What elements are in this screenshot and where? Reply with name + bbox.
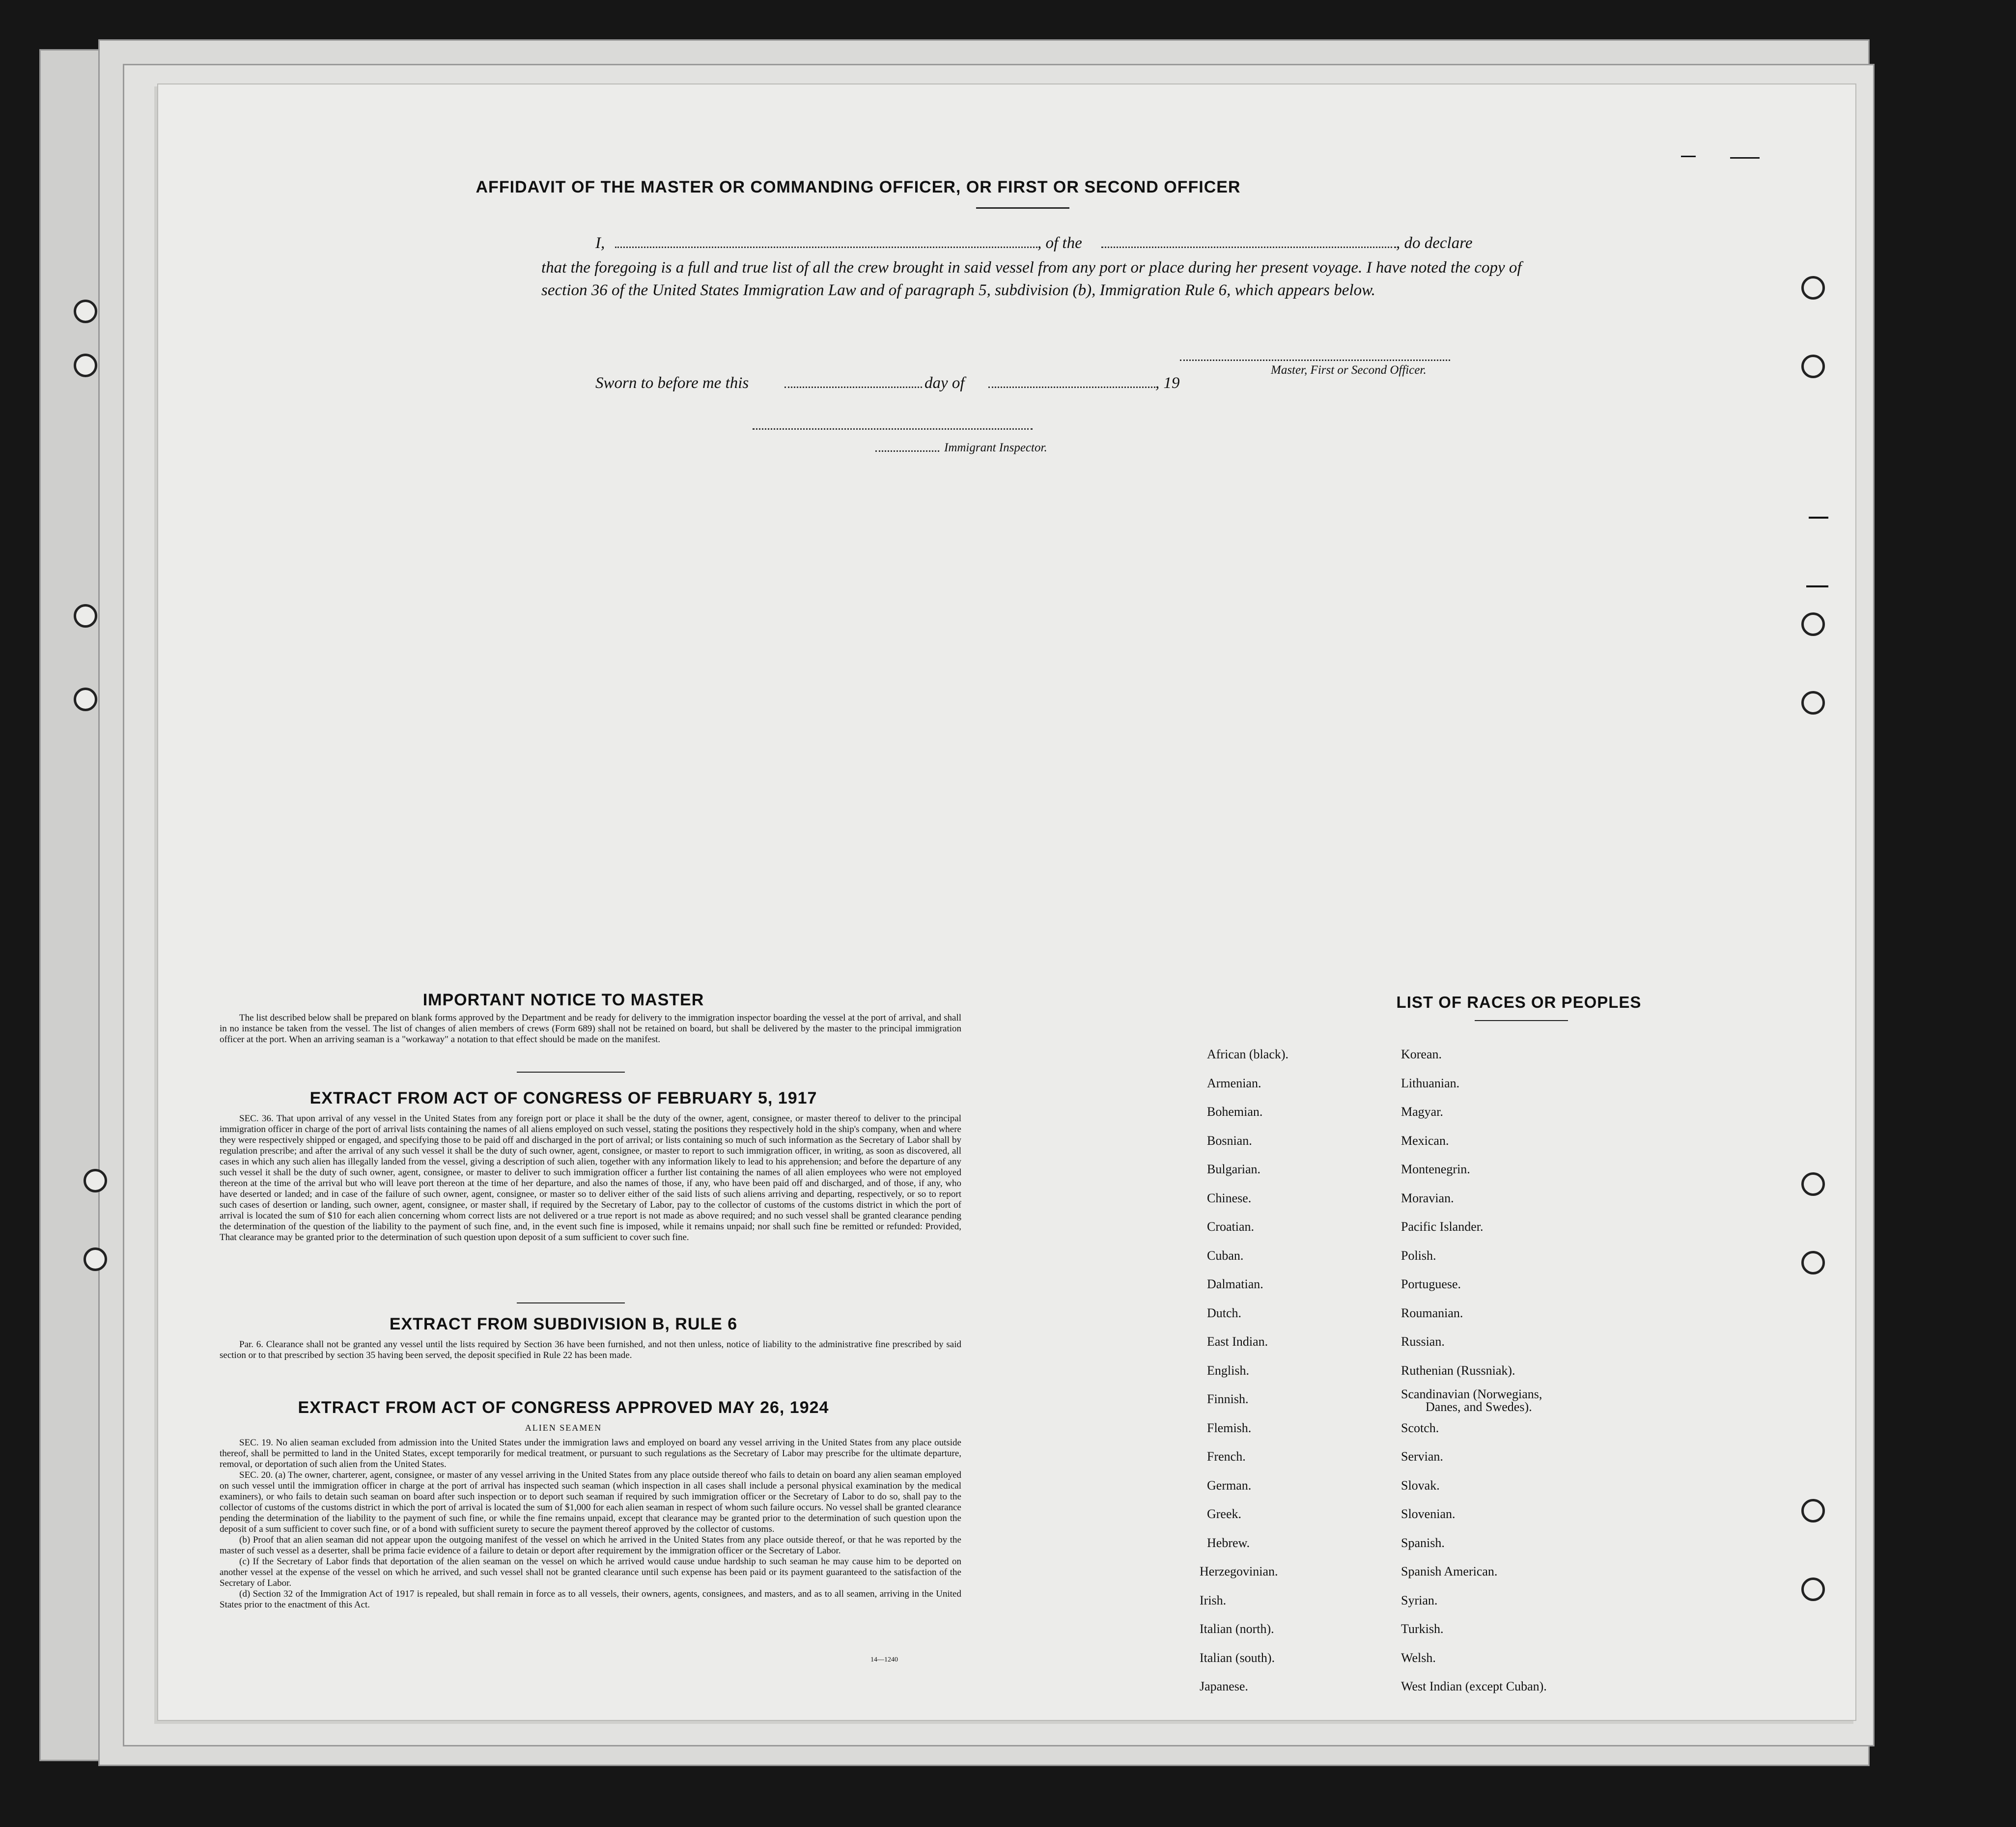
form-page	[157, 83, 1856, 1721]
race-item: Greek.	[1207, 1507, 1242, 1521]
race-item: Ruthenian (Russniak).	[1401, 1363, 1515, 1378]
punch-hole	[74, 688, 97, 711]
inspector-label: Immigrant Inspector.	[944, 441, 1047, 454]
extract-1917-text	[220, 1113, 961, 1243]
race-item: African (black).	[1207, 1047, 1289, 1061]
extract-1917-title: EXTRACT FROM ACT OF CONGRESS OF FEBRUARY 5, 1917	[309, 1089, 817, 1107]
race-item: Mexican.	[1401, 1133, 1449, 1148]
race-item: Hebrew.	[1207, 1535, 1250, 1550]
race-item: West Indian (except Cuban).	[1401, 1679, 1547, 1693]
race-item: Herzegovinian.	[1200, 1564, 1278, 1578]
race-item: Slovenian.	[1401, 1507, 1456, 1521]
name-field[interactable]	[615, 247, 1037, 248]
punch-hole	[84, 1247, 107, 1271]
race-item: Slovak.	[1401, 1478, 1440, 1493]
race-item: Finnish.	[1207, 1392, 1249, 1406]
punch-hole	[1801, 691, 1825, 715]
race-item: Pacific Islander.	[1401, 1219, 1484, 1234]
races-divider	[1475, 1020, 1568, 1021]
sec-20c-paragraph: (c) If the Secretary of Labor finds that deportation of the alien seaman on the vessel on which he arrived would cause undue hardship to such seaman he may cause him to be deported on another vessel at the expense of the vessel on which he arrived, and such vessel shall not be granted clearance until such expense has been paid or its payment guaranteed to the satisfaction of the Secretary of Labor.	[220, 1556, 961, 1588]
punch-hole	[1801, 1578, 1825, 1601]
section-divider	[517, 1072, 625, 1073]
race-item: Roumanian.	[1401, 1305, 1463, 1320]
punch-hole	[1801, 276, 1825, 300]
race-item: Scotch.	[1401, 1420, 1439, 1435]
sec-20d-paragraph: (d) Section 32 of the Immigration Act of 1917 is repealed, but shall remain in force as to all vessels, their owners, agents, consignees, and masters, and as to all seamen, arriving in the United States prior to the enactment of this Act.	[220, 1589, 961, 1610]
day-of-label: day of	[924, 374, 965, 392]
notice-title: IMPORTANT NOTICE TO MASTER	[422, 991, 704, 1009]
affidavit-do-declare-label: , do declare	[1396, 234, 1473, 252]
punch-hole	[1801, 1251, 1825, 1274]
race-item: Bosnian.	[1207, 1133, 1252, 1148]
extract-1917-paragraph: SEC. 36. That upon arrival of any vessel in the United States from any foreign port or place it shall be the duty of the owner, agent, consignee, or master thereof to deliver to the principal immigration officer in charge of the port of arrival lists containing the names of all aliens employed on such vessel, stating the positions they respectively hold in the ship's company, when and where they were respectively shipped or engaged, and specifying those to be paid off and discharged in the port of arrival; or lists containing so much of such information as the Secretary of Labor shall by regulation prescribe; and after the arrival of any such vessel it shall be the duty of such owner, agent, consignee, or master to report to such immigration officer, in writing, as soon as discovered, all cases in which any such alien has illegally landed from the vessel, giving a description of such alien, together with any information likely to lead to his apprehension; and before the departure of any such vessel it shall be the duty of such owner, agent, consignee, or master to deliver to such immigration officer a further list containing the names of all alien employees who were not employed thereon at the time of the arrival but who will leave port thereon at the time of her departure, and also the names of those, if any, who have been paid off and discharged, and of those, if any, who have deserted or landed; and in case of the failure of such owner, agent, consignee, or master so to deliver either of the said lists of such aliens arriving and departing, respectively, or so to report such cases of desertion or landing, such owner, agent, consignee, or master shall, if required by the Secretary of Labor, pay to the collector of customs of the customs district in which the port of arrival is located the sum of $10 for each alien concerning whom correct lists are not delivered or a true report is not made as above required; and no such vessel shall be granted clearance pending the determination of the question of the liability to the payment of such fine, and, in the event such fine is imposed, while it remains unpaid; nor shall such fine be remitted or refunded: Provided, That clearance may be granted prior to the determination of such question upon deposit of a sum sufficient to cover such fine.	[220, 1113, 961, 1243]
year-label: , 19	[1155, 374, 1180, 392]
race-item: Scandinavian (Norwegians,	[1401, 1387, 1542, 1401]
race-item: Flemish.	[1207, 1420, 1252, 1435]
race-item: Bohemian.	[1207, 1105, 1263, 1119]
race-item-continuation: Danes, and Swedes).	[1426, 1400, 1532, 1414]
title-divider	[976, 207, 1069, 209]
race-item: Montenegrin.	[1401, 1162, 1470, 1176]
race-item: East Indian.	[1207, 1334, 1268, 1349]
race-item: Russian.	[1401, 1334, 1445, 1349]
alien-seamen-subtitle: ALIEN SEAMEN	[525, 1423, 602, 1433]
pencil-mark	[1681, 156, 1696, 157]
race-item: Irish.	[1200, 1593, 1227, 1607]
punch-hole	[1801, 1172, 1825, 1196]
punch-hole	[74, 300, 97, 323]
race-item: Chinese.	[1207, 1190, 1252, 1205]
section-divider	[517, 1302, 625, 1303]
race-item: Armenian.	[1207, 1076, 1261, 1090]
pencil-mark	[1730, 157, 1760, 159]
inspector-signature-field[interactable]	[753, 428, 1033, 430]
race-item: Korean.	[1401, 1047, 1442, 1061]
affidavit-of-the-label: , of the	[1037, 234, 1082, 252]
vessel-field[interactable]	[1101, 247, 1396, 248]
master-signature-label: Master, First or Second Officer.	[1271, 363, 1427, 377]
race-item: Servian.	[1401, 1449, 1443, 1464]
master-signature-field[interactable]	[1180, 360, 1450, 361]
affidavit-body: that the foregoing is a full and true list of all the crew brought in said vessel from any port or place during her present voyage. I have noted the copy of section 36 of the United States Immigration Law and of paragraph 5, subdivision (b), Immigration Rule 6, which appears below.	[541, 259, 1522, 299]
race-item: Portuguese.	[1401, 1277, 1461, 1291]
race-item: Turkish.	[1401, 1622, 1444, 1636]
race-item: English.	[1207, 1363, 1249, 1378]
race-item: Dalmatian.	[1207, 1277, 1263, 1291]
race-item: Italian (south).	[1200, 1650, 1275, 1665]
punch-hole	[84, 1169, 107, 1192]
race-item: Cuban.	[1207, 1248, 1244, 1263]
punch-hole	[1801, 612, 1825, 636]
extract-rule6-title: EXTRACT FROM SUBDIVISION B, RULE 6	[389, 1315, 738, 1333]
extract-rule6-text	[220, 1339, 961, 1361]
affidavit-title: AFFIDAVIT OF THE MASTER OR COMMANDING OFFICER, OR FIRST OR SECOND OFFICER	[476, 178, 1241, 196]
punch-hole	[74, 354, 97, 377]
race-item: Magyar.	[1401, 1105, 1443, 1119]
sec-20a-paragraph: SEC. 20. (a) The owner, charterer, agent, consignee, or master of any vessel arriving in the United States from any place outside thereof who fails to detain on board any alien seaman employed on such vessel until the immigration officer in charge at the port of arrival has inspected such seaman (which inspection in all cases shall include a personal physical examination by the medical examiners), or who fails to detain such seaman on board after such inspection or to deport such seaman if required by such immigration officer or the Secretary of Labor to do so, shall pay to the collector of customs of the customs district in which the port of arrival is located the sum of $1,000 for each alien seaman in respect of whom such failure occurs. No vessel shall be granted clearance pending the determination of the liability to the payment of such fine, or while the fine remains unpaid, except that clearance may be granted prior to the determination of such question upon the deposit of a sum sufficient to cover such fine, or of a bond with sufficient surety to secure the payment thereof approved by the collector of customs.	[220, 1470, 961, 1534]
sec-19-paragraph: SEC. 19. No alien seaman excluded from admission into the United States under the immigration laws and employed on board any vessel arriving in the United States from any place outside thereof, shall be permitted to land in the United States, except temporarily for medical treatment, or pursuant to such regulations as the Secretary of Labor may prescribe for the ultimate departure, removal, or deportation of such alien from the United States.	[220, 1438, 961, 1469]
pencil-mark	[1806, 585, 1828, 587]
extract-1924-text	[220, 1438, 961, 1610]
inspector-dots	[875, 450, 939, 452]
pencil-mark	[1809, 517, 1828, 519]
race-item: Dutch.	[1207, 1305, 1242, 1320]
race-item: French.	[1207, 1449, 1246, 1464]
notice-paragraph: The list described below shall be prepared on blank forms approved by the Department and be ready for delivery to the immigration inspector boarding the vessel at the port of arrival, and shall in no instance be taken from the vessel. The list of changes of alien members of crews (Form 689) shall not be retained on board, but shall be delivered by the master to the principal immigration officer at the port. When an arriving seaman is a "workaway" a notation to that effect should be made on the manifest.	[220, 1013, 961, 1045]
race-item: Polish.	[1401, 1248, 1436, 1263]
notice-text	[220, 1013, 961, 1045]
races-title: LIST OF RACES OR PEOPLES	[1396, 993, 1642, 1011]
affidavit-i-label: I,	[595, 234, 605, 252]
punch-hole	[74, 604, 97, 628]
sec-20b-paragraph: (b) Proof that an alien seaman did not appear upon the outgoing manifest of the vessel on which he arrived in the United States from any place outside thereof, or that he was reported by the master of such vessel as a deserter, shall be prima facie evidence of a failure to detain or deport after requirement by the immigration officer or the Secretary of Labor.	[220, 1535, 961, 1556]
race-item: Spanish.	[1401, 1535, 1445, 1550]
race-item: German.	[1207, 1478, 1252, 1493]
punch-hole	[1801, 1499, 1825, 1522]
race-item: Lithuanian.	[1401, 1076, 1460, 1090]
race-item: Bulgarian.	[1207, 1162, 1261, 1176]
extract-rule6-paragraph: Par. 6. Clearance shall not be granted any vessel until the lists required by Section 36 have been furnished, and not then unless, notice of liability to the administrative fine prescribed by said section or to that prescribed by section 35 having been served, the deposit specified in Rule 22 has been made.	[220, 1339, 961, 1360]
sworn-label: Sworn to before me this	[595, 374, 749, 392]
race-item: Welsh.	[1401, 1650, 1436, 1665]
sworn-day-field[interactable]	[784, 387, 922, 388]
race-item: Italian (north).	[1200, 1622, 1274, 1636]
extract-1924-title: EXTRACT FROM ACT OF CONGRESS APPROVED MAY 26, 1924	[298, 1398, 829, 1417]
race-item: Spanish American.	[1401, 1564, 1498, 1578]
sworn-month-field[interactable]	[988, 387, 1155, 388]
race-item: Moravian.	[1401, 1190, 1454, 1205]
form-number: 14—1240	[870, 1656, 898, 1663]
race-item: Japanese.	[1200, 1679, 1248, 1693]
race-item: Syrian.	[1401, 1593, 1438, 1607]
punch-hole	[1801, 355, 1825, 378]
race-item: Croatian.	[1207, 1219, 1255, 1234]
